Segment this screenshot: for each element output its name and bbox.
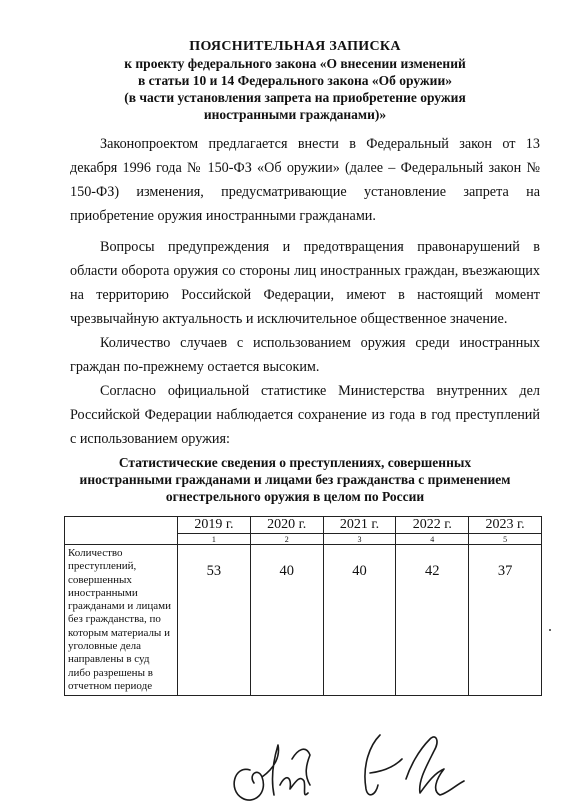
- year-header: 2021 г.: [323, 517, 396, 534]
- heading-line-4: (в части установления запрета на приобретение оружия: [124, 90, 466, 105]
- signature-2: [365, 735, 464, 795]
- table-cell-value: 37: [469, 545, 542, 696]
- table-empty-corner: [65, 517, 178, 545]
- paragraph-4: Согласно официальной статистике Министерства внутренних дел Российской Федерации наблюдается сохранение из года в год преступлений с использованием оружия:: [70, 383, 540, 447]
- table-cell-value: 40: [250, 545, 323, 696]
- year-header: 2019 г.: [178, 517, 251, 534]
- document-heading: [60, 38, 530, 123]
- column-number: 2: [250, 534, 323, 545]
- stray-mark: [549, 629, 551, 631]
- table-title-line-2: иностранными гражданами и лицами без гражданства с применением: [79, 472, 511, 487]
- signature-1: [234, 745, 310, 800]
- table-title-line-3: огнестрельного оружия в целом по России: [165, 489, 425, 504]
- heading-line-5: иностранными гражданами)»: [203, 107, 387, 122]
- column-number: 5: [469, 534, 542, 545]
- table-cell-value: 40: [323, 545, 396, 696]
- year-header: 2022 г.: [396, 517, 469, 534]
- table-row: [65, 545, 542, 696]
- heading-line-2: к проекту федерального закона «О внесении изменений: [124, 56, 466, 71]
- column-number: 1: [178, 534, 251, 545]
- table-title: [60, 454, 530, 505]
- column-number: 3: [323, 534, 396, 545]
- heading-line-3: в статьи 10 и 14 Федерального закона «Об оружии»: [137, 73, 452, 88]
- row-label: Количество преступлений, совершенных иностранными гражданами и лицами без гражданства, по которым материалы и уголовные дела направлены в суд либо разрешены в отчетном периоде: [65, 545, 178, 696]
- table-cell-value: 42: [396, 545, 469, 696]
- heading-title: ПОЯСНИТЕЛЬНАЯ ЗАПИСКА: [189, 39, 401, 54]
- table-cell-value: 53: [178, 545, 251, 696]
- table-title-line-1: Статистические сведения о преступлениях, совершенных: [118, 455, 472, 470]
- paragraph-2: Вопросы предупреждения и предотвращения правонарушений в области оборота оружия со стороны лиц иностранных граждан, въезжающих на территорию Российской Федерации, имеют в настоящий момент чрезвычайную актуальность и исключительное общественное значение.: [70, 239, 540, 327]
- paragraph-1: Законопроектом предлагается внести в Федеральный закон от 13 декабря 1996 года № 150-ФЗ «Об оружии» (далее – Федеральный закон № 150-ФЗ) изменения, предусматривающие установление запрета на приобретение оружия иностранными гражданами.: [70, 136, 540, 224]
- handwritten-signatures: [220, 715, 480, 807]
- paragraph-3: Количество случаев с использованием оружия среди иностранных граждан по-прежнему остается высоким.: [70, 335, 540, 375]
- statistics-table: [64, 516, 542, 696]
- year-header: 2023 г.: [469, 517, 542, 534]
- year-header: 2020 г.: [250, 517, 323, 534]
- table-header-row: [65, 517, 542, 534]
- column-number: 4: [396, 534, 469, 545]
